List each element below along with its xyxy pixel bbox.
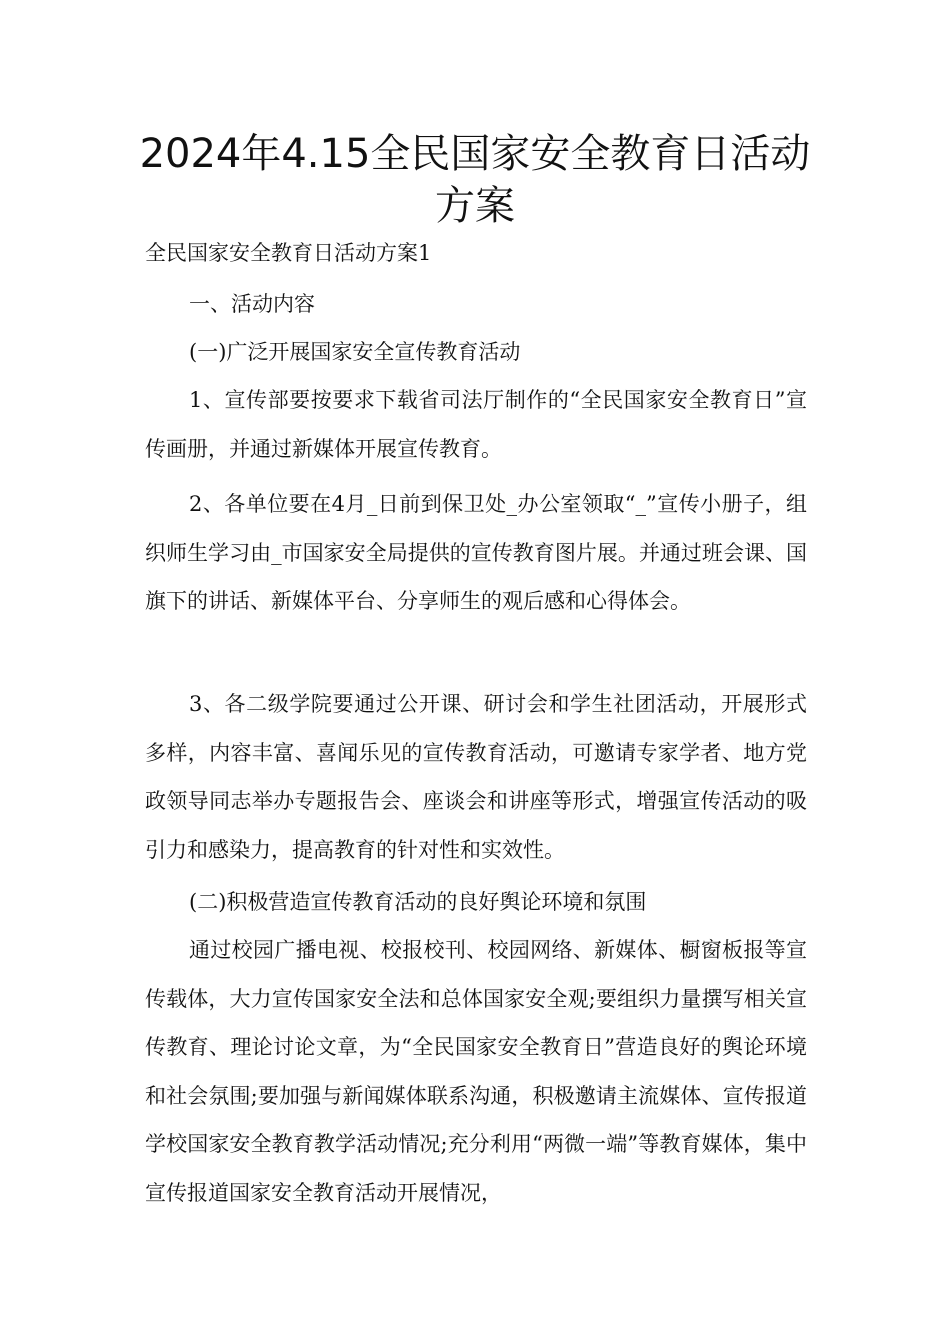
document-subtitle: 全民国家安全教育日活动方案1 [145, 241, 432, 265]
section-heading-activity-content: 一、活动内容 [189, 292, 315, 316]
paragraph-body: 通过校园广播电视、校报校刊、校园网络、新媒体、橱窗板报等宣传载体，大力宣传国家安全法和总体国家安全观;要组织力量撰写相关宣传教育、理论讨论文章，为“全民国家安全教育日”营造良好的舆论环境和社会氛围;要加强与新闻媒体联系沟通，积极邀请主流媒体、宣传报道学校国家安全教育教学活动情况;充分利用“两微一端”等教育媒体，集中宣传报道国家安全教育活动开展情况， [145, 938, 807, 1205]
document-title-line-1: 2024年4.15全民国家安全教育日活动 [139, 131, 811, 177]
paragraph-item-1: 1、宣传部要按要求下载省司法厅制作的“全民国家安全教育日”宣传画册，并通过新媒体开展宣传教育。 [145, 388, 807, 461]
subsection-heading-2: (二)积极营造宣传教育活动的良好舆论环境和氛围 [189, 890, 647, 914]
paragraph-item-2: 2、各单位要在4月_日前到保卫处_办公室领取“_”宣传小册子，组织师生学习由_市国家安全局提供的宣传教育图片展。并通过班会课、国旗下的讲话、新媒体平台、分享师生的观后感和心得体会。 [145, 492, 807, 613]
document-title-line-2: 方案 [435, 183, 515, 229]
paragraph-item-3: 3、各二级学院要通过公开课、研讨会和学生社团活动，开展形式多样，内容丰富、喜闻乐见的宣传教育活动，可邀请专家学者、地方党政领导同志举办专题报告会、座谈会和讲座等形式，增强宣传活动的吸引力和感染力，提高教育的针对性和实效性。 [145, 692, 807, 862]
subsection-heading-1: (一)广泛开展国家安全宣传教育活动 [189, 340, 521, 364]
